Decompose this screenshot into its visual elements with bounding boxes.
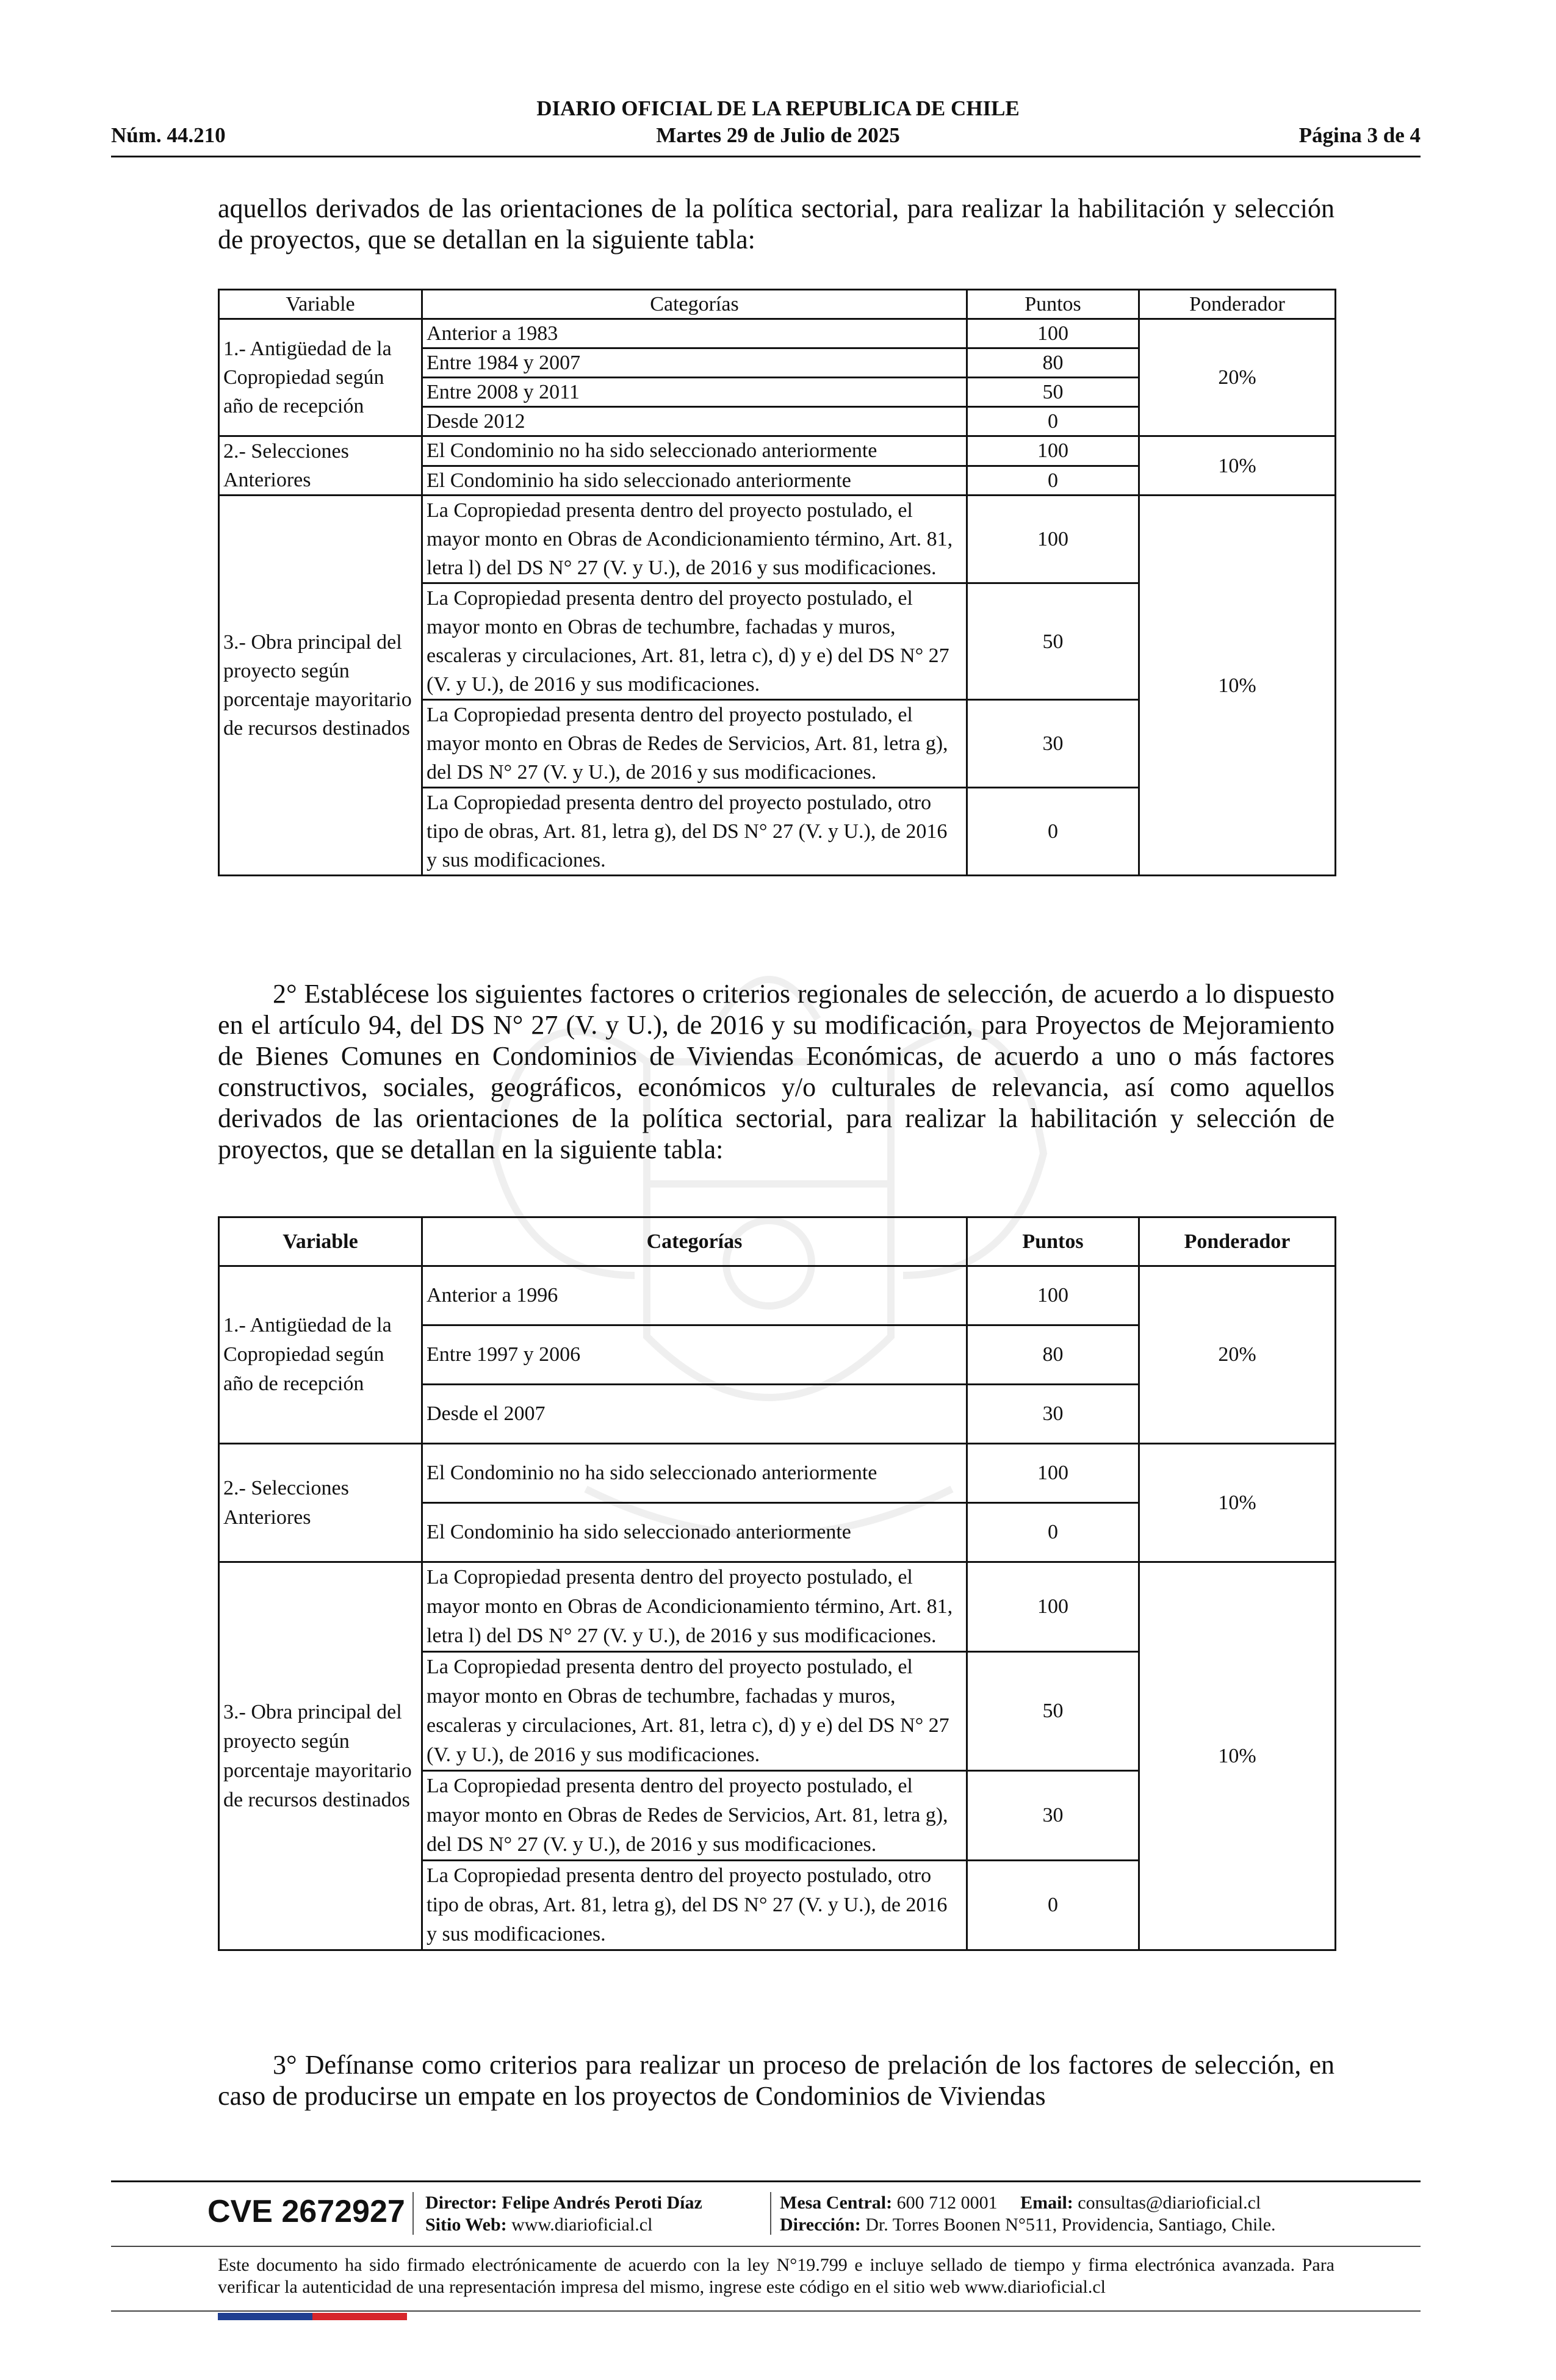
category-cell: Anterior a 1996 (422, 1266, 967, 1325)
header-puntos: Puntos (967, 1217, 1139, 1266)
weight-cell: 20% (1139, 1266, 1336, 1444)
website-label: Sitio Web: (425, 2215, 507, 2235)
table-row (219, 1266, 1336, 1325)
email-label: Email: (1020, 2193, 1073, 2213)
variable-obra-principal: 3.- Obra principal del proyecto según porcentaje mayoritario de recursos destinados (219, 1562, 422, 1950)
header-variable: Variable (219, 1217, 422, 1266)
category-cell: Entre 1997 y 2006 (422, 1325, 967, 1385)
header-categorias: Categorías (422, 1217, 967, 1266)
table-row (219, 1444, 1336, 1503)
gazette-title: DIARIO OFICIAL DE LA REPUBLICA DE CHILE (536, 96, 1020, 120)
points-cell: 100 (967, 319, 1139, 348)
cve-code: CVE 2672927 (207, 2194, 405, 2229)
issue-number: Núm. 44.210 (111, 123, 226, 147)
selection-table-1 (218, 289, 1336, 876)
points-cell: 0 (967, 788, 1139, 876)
points-cell: 50 (967, 583, 1139, 700)
points-cell: 100 (967, 1266, 1139, 1325)
weight-cell: 10% (1139, 436, 1336, 496)
article-2-text: 2° Establécese los siguientes factores o criterios regionales de selección, de acuerdo a lo dispuesto en el artículo 94, del DS N° 27 (V. y U.), de 2016 y su modificación, para Proyectos de Mejoramiento de Bienes Comunes en Condominios de Viviendas Económicas, de acuerdo a uno o más factores constructivos, sociales, geográficos, económicos y/o culturales de relevancia, así como aquellos derivados de las orientaciones de la política sectorial, para realizar la habilitación y selección de proyectos, que se detallan en la siguiente tabla: (218, 979, 1334, 1164)
email-link[interactable]: consultas@diarioficial.cl (1078, 2193, 1261, 2213)
page-indicator: Página 3 de 4 (1298, 123, 1421, 147)
mesa-label: Mesa Central: (780, 2193, 893, 2213)
director-line (425, 2192, 702, 2214)
category-cell: La Copropiedad presenta dentro del proyecto postulado, el mayor monto en Obras de techumbre, fachadas y muros, escaleras y circulaciones, Art. 81, letra c), d) y e) del DS N° 27 (V. y U.), de 2016 y sus modificaciones. (422, 1652, 967, 1771)
variable-antiguedad: 1.- Antigüedad de la Copropiedad según año de recepción (219, 319, 422, 436)
footer-divider (111, 2246, 1421, 2247)
director-name: Felipe Andrés Peroti Díaz (502, 2193, 702, 2213)
category-cell: Entre 2008 y 2011 (422, 378, 967, 407)
legal-notice: Este documento ha sido firmado electrónicamente de acuerdo con la ley N°19.799 e incluye sellado de tiempo y firma electrónica avanzada. Para verificar la autenticidad de una representación impresa del mismo, ingrese este código en el sitio web www.diarioficial.cl (218, 2255, 1334, 2297)
flag-bar-blue (218, 2313, 312, 2320)
points-cell: 80 (967, 1325, 1139, 1385)
points-cell: 30 (967, 700, 1139, 788)
category-cell: El Condominio no ha sido seleccionado anteriormente (422, 436, 967, 466)
category-cell: La Copropiedad presenta dentro del proyecto postulado, otro tipo de obras, Art. 81, letra g), del DS N° 27 (V. y U.), de 2016 y sus modificaciones. (422, 1861, 967, 1950)
variable-selecciones: 2.- Selecciones Anteriores (219, 1444, 422, 1562)
points-cell: 100 (967, 496, 1139, 583)
table-row (219, 496, 1336, 583)
variable-selecciones: 2.- Selecciones Anteriores (219, 436, 422, 496)
website-line (425, 2214, 652, 2236)
points-cell: 0 (967, 1503, 1139, 1562)
header-ponderador: Ponderador (1139, 1217, 1336, 1266)
points-cell: 100 (967, 1444, 1139, 1503)
points-cell: 50 (967, 1652, 1139, 1771)
category-cell: La Copropiedad presenta dentro del proyecto postulado, el mayor monto en Obras de Acondicionamiento término, Art. 81, letra l) del DS N° 27 (V. y U.), de 2016 y sus modificaciones. (422, 496, 967, 583)
header-variable: Variable (219, 290, 422, 319)
points-cell: 100 (967, 436, 1139, 466)
table-header-row (219, 290, 1336, 319)
variable-antiguedad: 1.- Antigüedad de la Copropiedad según año de recepción (219, 1266, 422, 1444)
flag-bar-red (312, 2313, 407, 2320)
category-cell: Anterior a 1983 (422, 319, 967, 348)
table-header-row (219, 1217, 1336, 1266)
weight-cell: 10% (1139, 1444, 1336, 1562)
category-cell: El Condominio ha sido seleccionado anteriormente (422, 466, 967, 496)
category-cell: La Copropiedad presenta dentro del proyecto postulado, otro tipo de obras, Art. 81, letra g), del DS N° 27 (V. y U.), de 2016 y sus modificaciones. (422, 788, 967, 876)
contact-line (780, 2192, 1261, 2214)
article-2-paragraph (218, 978, 1334, 1165)
variable-obra-principal: 3.- Obra principal del proyecto según porcentaje mayoritario de recursos destinados (219, 496, 422, 876)
header-puntos: Puntos (967, 290, 1139, 319)
footer-separator (770, 2192, 771, 2235)
weight-cell: 10% (1139, 496, 1336, 876)
points-cell: 30 (967, 1771, 1139, 1861)
table-row (219, 319, 1336, 348)
footer-divider (111, 2180, 1421, 2182)
intro-paragraph: aquellos derivados de las orientaciones de la política sectorial, para realizar la habilitación y selección de proyectos, que se detallan en la siguiente tabla: (218, 193, 1334, 254)
address-text: Dr. Torres Boonen N°511, Providencia, Santiago, Chile. (865, 2215, 1276, 2235)
points-cell: 0 (967, 407, 1139, 436)
footer-divider (111, 2310, 1421, 2312)
weight-cell: 10% (1139, 1562, 1336, 1950)
table-row (219, 1562, 1336, 1652)
selection-table-2 (218, 1216, 1336, 1951)
header-divider (111, 156, 1421, 157)
category-cell: Desde 2012 (422, 407, 967, 436)
website-link[interactable]: www.diarioficial.cl (511, 2215, 653, 2235)
article-3-paragraph (218, 2049, 1334, 2111)
category-cell: La Copropiedad presenta dentro del proyecto postulado, el mayor monto en Obras de Redes de Servicios, Art. 81, letra g), del DS N° 27 (V. y U.), de 2016 y sus modificaciones. (422, 1771, 967, 1861)
points-cell: 0 (967, 466, 1139, 496)
article-3-text: 3° Defínanse como criterios para realizar un proceso de prelación de los factores de selección, en caso de producirse un empate en los proyectos de Condominios de Viviendas (218, 2050, 1334, 2111)
category-cell: Entre 1984 y 2007 (422, 348, 967, 378)
category-cell: Desde el 2007 (422, 1385, 967, 1444)
address-line (780, 2214, 1276, 2236)
address-label: Dirección: (780, 2215, 861, 2235)
director-label: Director: (425, 2193, 497, 2213)
category-cell: El Condominio ha sido seleccionado anteriormente (422, 1503, 967, 1562)
issue-date: Martes 29 de Julio de 2025 (656, 123, 900, 147)
header-ponderador: Ponderador (1139, 290, 1336, 319)
points-cell: 100 (967, 1562, 1139, 1652)
footer-separator (412, 2192, 414, 2235)
table-row (219, 436, 1336, 466)
points-cell: 30 (967, 1385, 1139, 1444)
category-cell: La Copropiedad presenta dentro del proyecto postulado, el mayor monto en Obras de Redes de Servicios, Art. 81, letra g), del DS N° 27 (V. y U.), de 2016 y sus modificaciones. (422, 700, 967, 788)
header-categorias: Categorías (422, 290, 967, 319)
mesa-phone: 600 712 0001 (896, 2193, 998, 2213)
category-cell: La Copropiedad presenta dentro del proyecto postulado, el mayor monto en Obras de techumbre, fachadas y muros, escaleras y circulaciones, Art. 81, letra c), d) y e) del DS N° 27 (V. y U.), de 2016 y sus modificaciones. (422, 583, 967, 700)
points-cell: 0 (967, 1861, 1139, 1950)
points-cell: 80 (967, 348, 1139, 378)
category-cell: El Condominio no ha sido seleccionado anteriormente (422, 1444, 967, 1503)
points-cell: 50 (967, 378, 1139, 407)
category-cell: La Copropiedad presenta dentro del proyecto postulado, el mayor monto en Obras de Acondicionamiento término, Art. 81, letra l) del DS N° 27 (V. y U.), de 2016 y sus modificaciones. (422, 1562, 967, 1652)
weight-cell: 20% (1139, 319, 1336, 436)
